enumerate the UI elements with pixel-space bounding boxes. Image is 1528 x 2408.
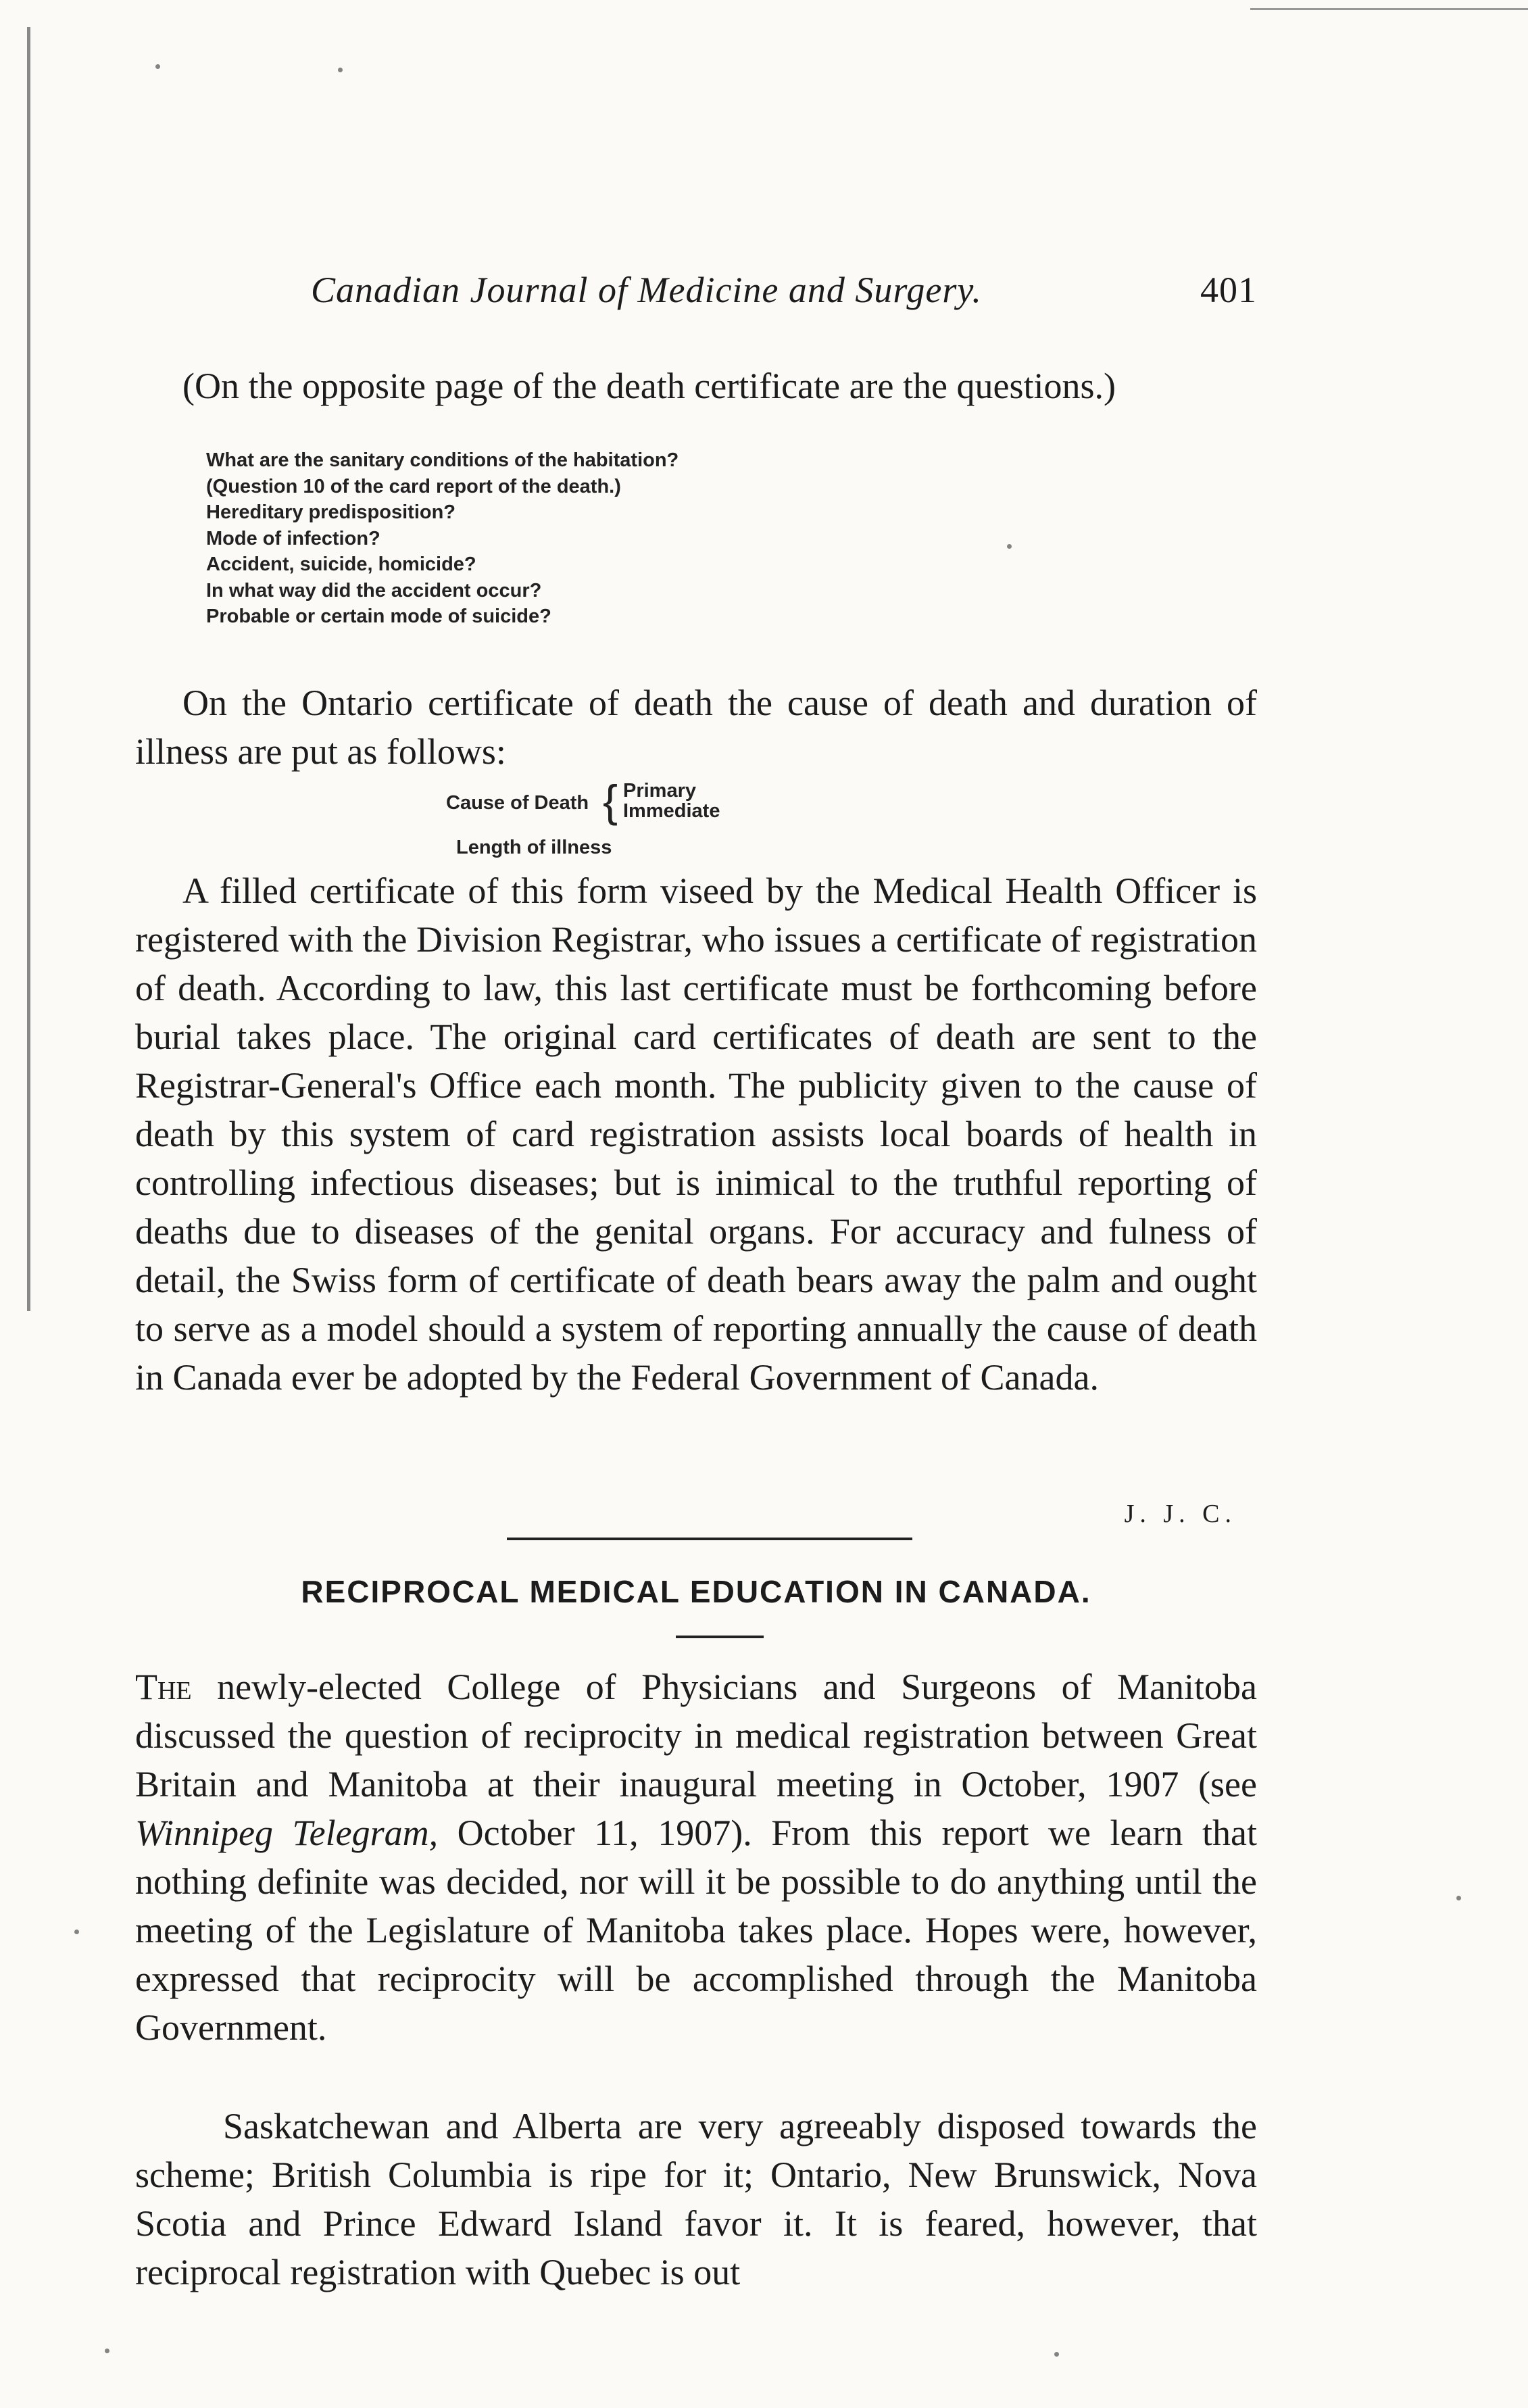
heading-rule	[676, 1636, 764, 1638]
scan-margin-edge	[27, 27, 40, 1311]
cause-immediate: Immediate	[623, 800, 720, 822]
brace-glyph: {	[603, 776, 618, 826]
list-item: Hereditary predisposition?	[206, 501, 456, 523]
lead-word: The	[135, 1667, 192, 1707]
saskatchewan-text: Saskatchewan and Alberta are very agreeably disposed towards the scheme; British Columbia is ripe for it; Ontario, New Brunswick, Nova Scotia and Prince Edward Island favor it. It is feared, however, that reciprocal registration with Quebec is out	[135, 2106, 1257, 2292]
scan-speck	[338, 68, 343, 72]
page-number: 401	[1200, 270, 1257, 310]
list-item: (Question 10 of the card report of the death.)	[206, 475, 621, 497]
intro-text: (On the opposite page of the death certificate are the questions.)	[182, 366, 1116, 406]
list-item: Accident, suicide, homicide?	[206, 554, 476, 575]
journal-title: Canadian Journal of Medicine and Surgery.	[311, 270, 982, 310]
college-text-after: October 11, 1907). From this report we learn that nothing definite was decided, nor will it be possible to do anything until the meeting of the Legislature of Manitoba takes place. Hopes were, however, expressed that reciprocity will be accomplished through the Manitoba Government.	[135, 1813, 1257, 2048]
scan-speck	[155, 64, 160, 69]
section-divider	[507, 1538, 912, 1540]
running-head	[311, 269, 1257, 323]
author-initials: J. J. C.	[1124, 1500, 1237, 1528]
list-item: Probable or certain mode of suicide?	[206, 606, 551, 627]
list-item: What are the sanitary conditions of the habitation?	[206, 449, 679, 471]
ontario-text: On the Ontario certificate of death the cause of death and duration of illness are put as follows:	[135, 683, 1257, 772]
cause-label: Cause of Death	[446, 792, 589, 814]
length-of-illness: Length of illness	[456, 837, 612, 858]
citation: Winnipeg Telegram,	[135, 1813, 439, 1853]
scan-speck	[1456, 1896, 1461, 1900]
section-heading: RECIPROCAL MEDICAL EDUCATION IN CANADA.	[301, 1574, 1091, 1609]
college-text-before: newly-elected College of Physicians and Surgeons of Manitoba discussed the question of reciprocity in medical registration between Great Britain and Manitoba at their inaugural meeting in October, 1907 (see	[135, 1667, 1258, 1804]
college-paragraph	[135, 1663, 1257, 2052]
scan-speck	[1054, 2352, 1059, 2357]
cause-of-death-block	[446, 769, 987, 857]
filled-certificate-paragraph	[135, 866, 1257, 1402]
scan-speck	[74, 1930, 79, 1934]
filled-certificate-text: A filled certificate of this form viseed by the Medical Health Officer is registered with the Division Registrar, who issues a certificate of registration of death. According to law, this last certificate must be forthcoming before burial takes place. The original card certificates of death are sent to the Registrar-General's Office each month. The publicity given to the cause of death by this system of card registration assists local boards of health in controlling infectious diseases; but is inimical to the truthful reporting of deaths due to diseases of the genital organs. For accuracy and fulness of detail, the Swiss form of certificate of death bears away the palm and ought to serve as a model should a system of reporting annually the cause of death in Canada ever be adopted by the Federal Government of Canada.	[135, 870, 1257, 1398]
saskatchewan-paragraph	[135, 2102, 1257, 2296]
scan-speck	[105, 2349, 109, 2353]
ontario-paragraph	[135, 679, 1257, 776]
question-list	[206, 447, 1085, 630]
scan-top-rule	[1250, 8, 1528, 10]
intro-paragraph	[135, 362, 1257, 410]
cause-primary: Primary	[623, 780, 697, 802]
list-item: In what way did the accident occur?	[206, 579, 542, 601]
list-item: Mode of infection?	[206, 527, 380, 549]
